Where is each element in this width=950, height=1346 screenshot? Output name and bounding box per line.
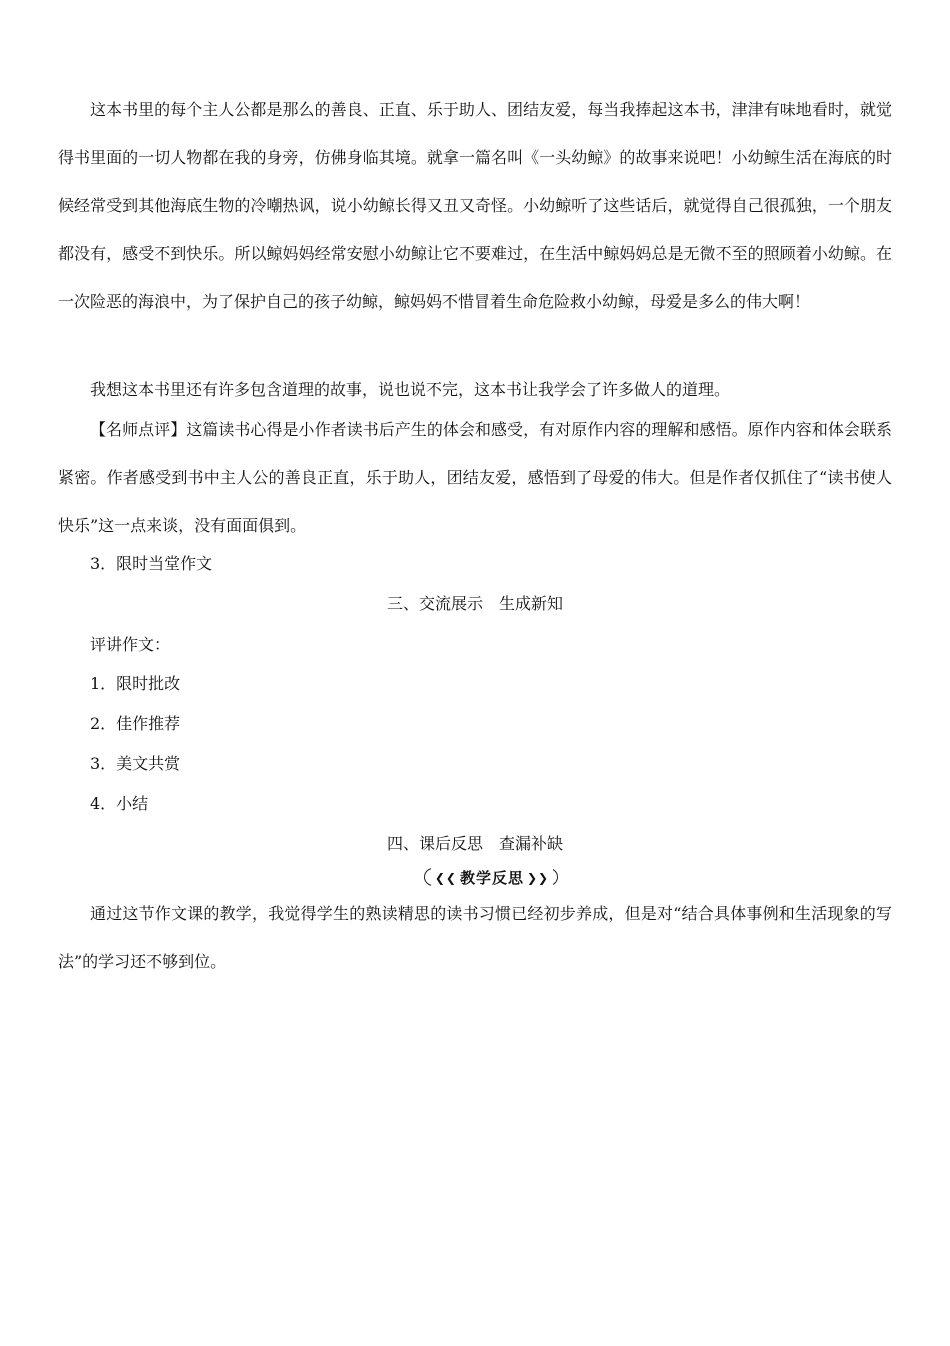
list-item: 1．限时批改 — [90, 674, 181, 693]
section-3-intro: 评讲作文： — [90, 635, 171, 654]
list-item: 3．美文共赏 — [90, 754, 181, 773]
teaching-reflection-paragraph: 通过这节作文课的教学，我觉得学生的熟读精思的读书习惯已经初步养成，但是对“结合具体事例和生活现象的写法”的学习还不够到位。 — [58, 904, 892, 971]
double-chevron-left-icon: ❮❮ — [434, 871, 457, 885]
section-4-heading: 四、课后反思 查漏补缺 — [386, 834, 563, 853]
list-item: 4．小结 — [90, 794, 149, 813]
banner-label-group — [431, 868, 553, 888]
double-chevron-right-icon: ❯❯ — [527, 871, 550, 885]
section-3-heading: 三、交流展示 生成新知 — [386, 594, 563, 613]
teacher-comment: 【名师点评】这篇读书心得是小作者读书后产生的体会和感受，有对原作内容的理解和感悟。原作内容和体会联系紧密。作者感受到书中主人公的善良正直，乐于助人，团结友爱，感悟到了母爱的伟大。但是作者仅抓住了“读书使人快乐”这一点来谈，没有面面俱到。 — [58, 420, 892, 535]
banner-label: 教学反思 — [459, 869, 524, 887]
essay-paragraph-2: 我想这本书里还有许多包含道理的故事，说也说不完，这本书让我学会了许多做人的道理。 — [90, 380, 731, 399]
teaching-reflection-banner — [424, 866, 560, 890]
essay-paragraph-1: 这本书里的每个主人公都是那么的善良、正直、乐于助人、团结友爱，每当我捧起这本书，津津有味地看时，就觉得书里面的一切人物都在我的身旁，仿佛身临其境。就拿一篇名叫《一头幼鲸》的故事来说吧！小幼鲸生活在海底的时候经常受到其他海底生物的冷嘲热讽，说小幼鲸长得又丑又奇怪。小幼鲸听了这些话后，就觉得自己很孤独，一个朋友都没有，感受不到快乐。所以鲸妈妈经常安慰小幼鲸让它不要难过，在生活中鲸妈妈总是无微不至的照顾着小幼鲸。在一次险恶的海浪中，为了保护自己的孩子幼鲸，鲸妈妈不惜冒着生命危险救小幼鲸，母爱是多么的伟大啊！ — [58, 100, 892, 311]
list-item: 2．佳作推荐 — [90, 714, 181, 733]
step-3-timed-writing: 3．限时当堂作文 — [90, 554, 213, 573]
